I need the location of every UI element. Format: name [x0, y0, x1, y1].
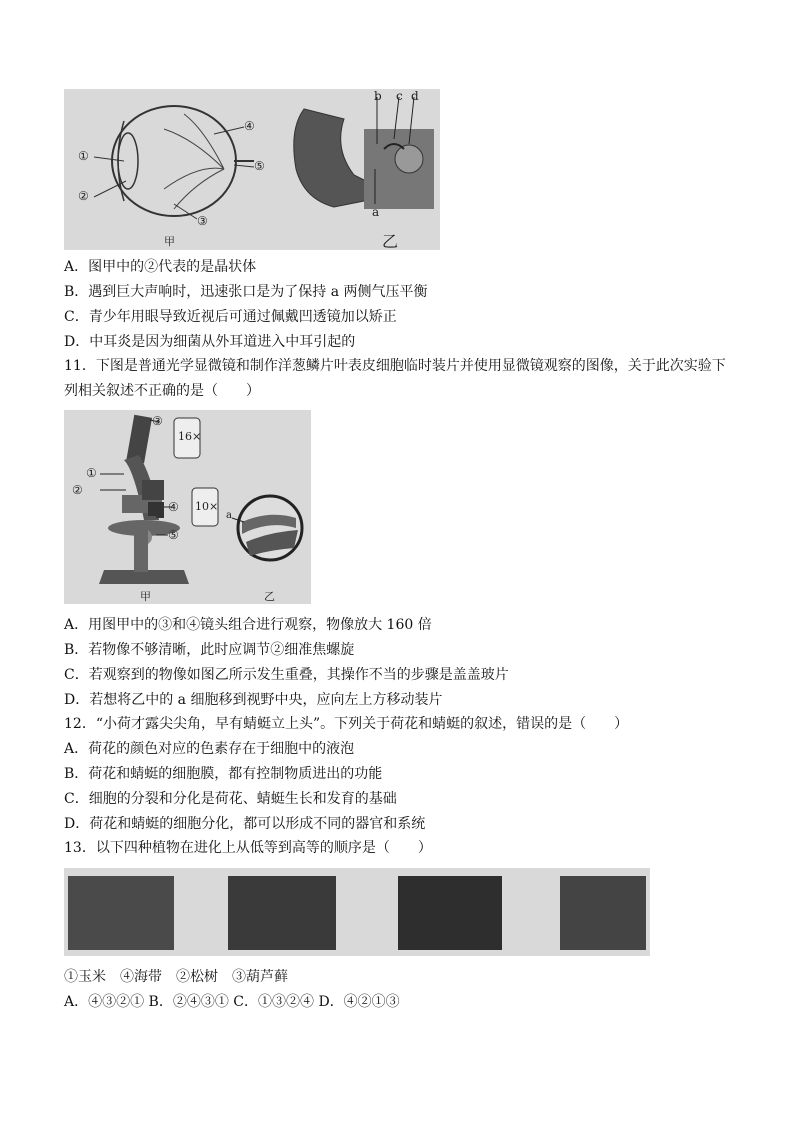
- microscope-label-3: ③: [152, 414, 163, 428]
- q10-option-a: A．图甲中的②代表的是晶状体: [64, 259, 257, 275]
- view-caption: 乙: [264, 590, 275, 603]
- q11-option-d: D．若想将乙中的 a 细胞移到视野中央，应向左上方移动装片: [64, 692, 443, 708]
- q10-option-d: D．中耳炎是因为细菌从外耳道进入中耳引起的: [64, 334, 356, 350]
- figure-microscope: [64, 410, 311, 604]
- ear-caption: 乙: [382, 232, 399, 250]
- figure-plants: [64, 868, 650, 956]
- q12-option-d: D．荷花和蜻蜓的细胞分化，都可以形成不同的器官和系统: [64, 816, 426, 832]
- eye-label-3: ③: [197, 214, 208, 228]
- eye-ear-drawing: [64, 89, 440, 250]
- q11-stem: 11．下图是普通光学显微镜和制作洋葱鳞片叶表皮细胞临时装片并使用显微镜观察的图像，关于此次实验下列相关叙述不正确的是（ ）: [64, 358, 726, 399]
- eye-label-1: ①: [78, 149, 89, 163]
- q11-option-c: C．若观察到的物像如图乙所示发生重叠，其操作不当的步骤是盖盖玻片: [64, 667, 509, 683]
- microscope-label-5: ⑤: [168, 528, 179, 542]
- q11-option-a: A．用图甲中的③和④镜头组合进行观察，物像放大 160 倍: [64, 617, 432, 633]
- q12-stem: 12．“小荷才露尖尖角，早有蜻蜓立上头”。下列关于荷花和蜻蜓的叙述，错误的是（ ）: [64, 716, 629, 732]
- ear-label-c: c: [396, 89, 403, 103]
- plant-photo-corn: [68, 876, 174, 950]
- microscope-caption: 甲: [140, 590, 151, 603]
- eye-label-4: ④: [244, 119, 255, 133]
- plant-photo-pine: [398, 876, 502, 950]
- q11-option-b: B．若物像不够清晰，此时应调节②细准焦螺旋: [64, 642, 355, 658]
- q12-option-c: C．细胞的分裂和分化是荷花、蜻蜓生长和发育的基础: [64, 791, 397, 807]
- ear-label-a: a: [372, 205, 380, 219]
- q13-plants: ①玉米 ④海带 ②松树 ③葫芦藓: [64, 969, 288, 985]
- q10-option-c: C．青少年用眼导致近视后可通过佩戴凹透镜加以矫正: [64, 309, 397, 325]
- plant-photo-kelp: [228, 876, 336, 950]
- eyepiece-magnification: 16×: [178, 430, 202, 443]
- q10-option-b: B．遇到巨大声响时，迅速张口是为了保持 a 两侧气压平衡: [64, 284, 428, 300]
- eye-caption: 甲: [164, 235, 175, 248]
- microscope-label-1: ①: [86, 466, 97, 480]
- objective-magnification: 10×: [195, 500, 219, 513]
- ear-label-d: d: [411, 89, 419, 103]
- ear-label-b: b: [374, 89, 382, 103]
- microscope-label-4: ④: [168, 500, 179, 514]
- q13-stem: 13．以下四种植物在进化上从低等到高等的顺序是（ ）: [64, 840, 432, 856]
- eye-label-5: ⑤: [254, 159, 265, 173]
- figure-eye-ear: [64, 89, 440, 250]
- q13-options: A．④③②① B．②④③① C．①③②④ D．④②①③: [64, 994, 400, 1010]
- eye-label-2: ②: [78, 189, 89, 203]
- plant-photo-moss: [560, 876, 646, 950]
- microscope-label-2: ②: [72, 483, 83, 497]
- q12-option-b: B．荷花和蜻蜓的细胞膜，都有控制物质进出的功能: [64, 766, 383, 782]
- cell-label-a: a: [226, 510, 232, 521]
- q12-option-a: A．荷花的颜色对应的色素存在于细胞中的液泡: [64, 741, 355, 757]
